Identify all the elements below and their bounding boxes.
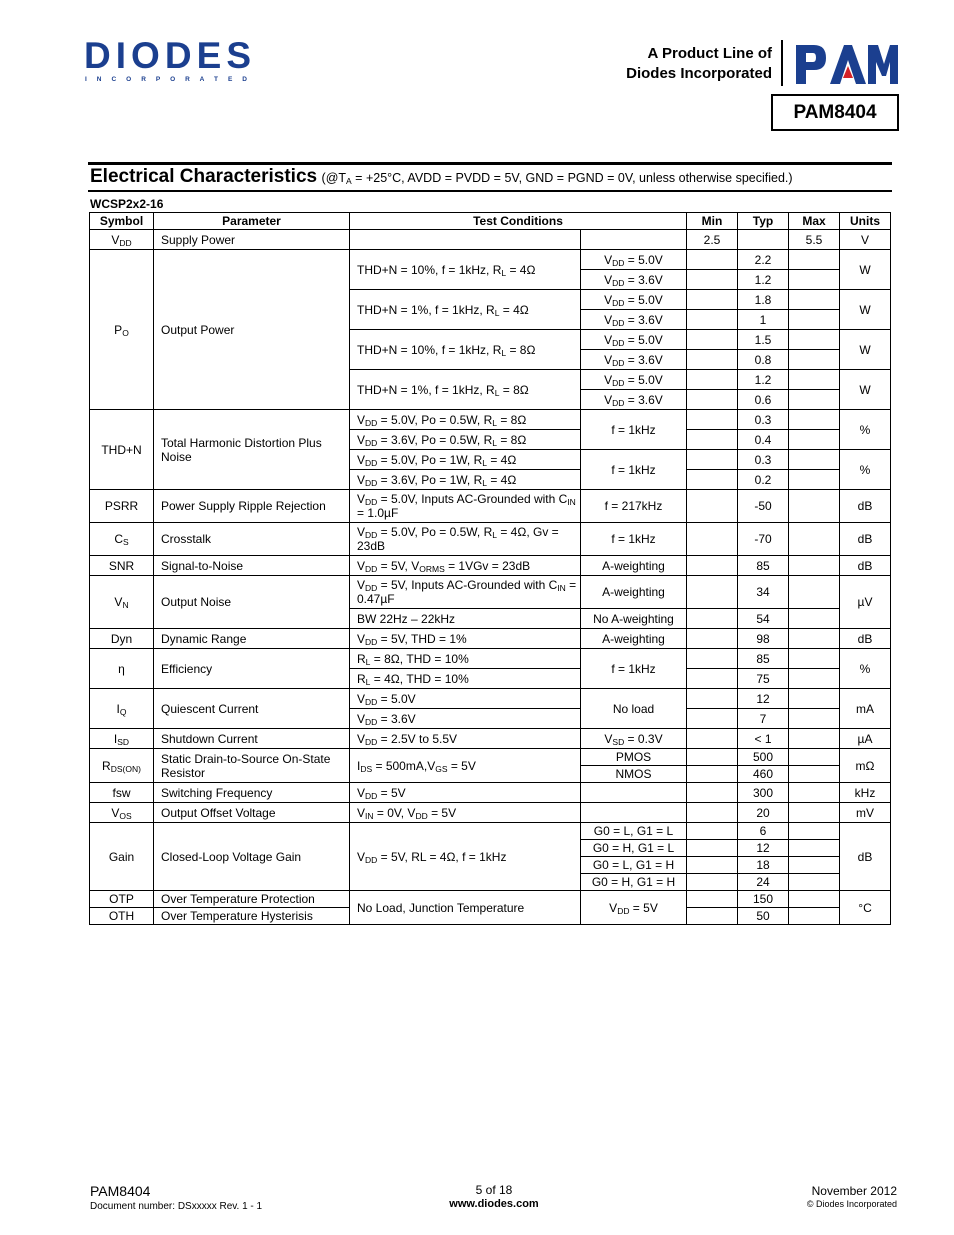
table-row xyxy=(90,250,891,270)
units-cell: °C xyxy=(840,891,891,925)
product-line-text xyxy=(626,44,772,84)
max-cell xyxy=(789,823,840,840)
typ-cell: 1 xyxy=(738,310,789,330)
parameter-cell: Signal-to-Noise xyxy=(154,556,350,576)
condition2-cell: $V_{DD} = 5.0V$ xyxy=(581,250,687,270)
condition2-cell: f = 1kHz xyxy=(581,450,687,490)
condition2-cell: $V_{DD} = 3.6V$ xyxy=(581,390,687,410)
condition2-cell xyxy=(581,783,687,803)
electrical-characteristics-table xyxy=(89,212,891,925)
condition-cell: THD+N = 1%, f = 1kHz, $R_L = 8\Omega$ xyxy=(350,370,581,410)
section-title xyxy=(90,166,793,188)
condition2-cell: A-weighting xyxy=(581,576,687,609)
parameter-cell: Quiescent Current xyxy=(154,689,350,729)
min-cell xyxy=(687,729,738,749)
min-cell xyxy=(687,803,738,823)
header-parameter: Parameter xyxy=(154,213,350,230)
min-cell: 2.5 xyxy=(687,230,738,250)
units-cell: mA xyxy=(840,689,891,729)
condition-cell: $V_{DD} = 3.6V$, Po = 0.5W, $R_L = 8\Omega$ xyxy=(350,430,581,450)
typ-cell: 0.8 xyxy=(738,350,789,370)
symbol-cell: Dyn xyxy=(90,629,154,649)
typ-cell: 7 xyxy=(738,709,789,729)
min-cell xyxy=(687,490,738,523)
table-row xyxy=(90,749,891,766)
section-rule-bottom xyxy=(88,190,892,192)
header-max: Max xyxy=(789,213,840,230)
min-cell xyxy=(687,629,738,649)
diodes-logo-subtext: I N C O R P O R A T E D xyxy=(85,76,248,83)
table-row xyxy=(90,523,891,556)
parameter-cell: Switching Frequency xyxy=(154,783,350,803)
part-number-box: PAM8404 xyxy=(771,94,899,131)
condition2-cell: A-weighting xyxy=(581,629,687,649)
header-divider xyxy=(781,40,783,86)
table-row xyxy=(90,689,891,709)
typ-cell: 20 xyxy=(738,803,789,823)
units-cell: dB xyxy=(840,629,891,649)
max-cell xyxy=(789,629,840,649)
max-cell xyxy=(789,250,840,270)
table-header-row xyxy=(90,213,891,230)
units-cell: W xyxy=(840,290,891,330)
parameter-cell: Output Power xyxy=(154,250,350,410)
condition-cell: $V_{DD} = 5V$, $V_{ORMS} = 1VGv = 23dB$ xyxy=(350,556,581,576)
parameter-cell: Supply Power xyxy=(154,230,350,250)
condition2-cell: f = 217kHz xyxy=(581,490,687,523)
footer-page-number: 5 of 18 xyxy=(475,1183,513,1197)
typ-cell: 0.4 xyxy=(738,430,789,450)
pam-logo xyxy=(794,42,900,86)
condition-cell: $V_{DD} = 5V$, Inputs AC-Grounded with $C_{IN} = 0.47\mu F$ xyxy=(350,576,581,609)
min-cell xyxy=(687,766,738,783)
condition2-cell: $V_{DD} = 3.6V$ xyxy=(581,270,687,290)
typ-cell: 24 xyxy=(738,874,789,891)
condition-cell: THD+N = 10%, f = 1kHz, $R_L = 4\Omega$ xyxy=(350,250,581,290)
units-cell: dB xyxy=(840,823,891,891)
parameter-cell: Over Temperature Hysterisis xyxy=(154,908,350,925)
symbol-cell: $I_{SD}$ xyxy=(90,729,154,749)
condition-cell: BW 22Hz – 22kHz xyxy=(350,609,581,629)
condition-cell: $V_{DD} = 5.0V$ xyxy=(350,689,581,709)
symbol-cell: SNR xyxy=(90,556,154,576)
units-cell: mΩ xyxy=(840,749,891,783)
min-cell xyxy=(687,330,738,350)
condition2-cell: G0 = H, G1 = H xyxy=(581,874,687,891)
max-cell xyxy=(789,783,840,803)
min-cell xyxy=(687,450,738,470)
symbol-cell: THD+N xyxy=(90,410,154,490)
symbol-cell: PSRR xyxy=(90,490,154,523)
max-cell: 5.5 xyxy=(789,230,840,250)
max-cell xyxy=(789,390,840,410)
condition2-cell: NMOS xyxy=(581,766,687,783)
condition2-cell: $V_{DD} = 5.0V$ xyxy=(581,330,687,350)
condition2-cell: No load xyxy=(581,689,687,729)
parameter-cell: Output Noise xyxy=(154,576,350,629)
min-cell xyxy=(687,576,738,609)
typ-cell: 460 xyxy=(738,766,789,783)
max-cell xyxy=(789,410,840,430)
condition2-cell: $V_{DD} = 5.0V$ xyxy=(581,370,687,390)
typ-cell: 75 xyxy=(738,669,789,689)
units-cell: mV xyxy=(840,803,891,823)
footer-date: November 2012 xyxy=(811,1184,897,1198)
min-cell xyxy=(687,410,738,430)
header-min: Min xyxy=(687,213,738,230)
parameter-cell: Shutdown Current xyxy=(154,729,350,749)
header-units: Units xyxy=(840,213,891,230)
section-rule-top xyxy=(88,162,892,165)
units-cell: W xyxy=(840,370,891,410)
max-cell xyxy=(789,523,840,556)
typ-cell: 85 xyxy=(738,556,789,576)
condition-cell: No Load, Junction Temperature xyxy=(350,891,581,925)
min-cell xyxy=(687,749,738,766)
symbol-cell: $I_Q$ xyxy=(90,689,154,729)
product-line-2: Diodes Incorporated xyxy=(626,65,772,82)
max-cell xyxy=(789,430,840,450)
min-cell xyxy=(687,250,738,270)
symbol-cell: $V_N$ xyxy=(90,576,154,629)
max-cell xyxy=(789,709,840,729)
max-cell xyxy=(789,490,840,523)
max-cell xyxy=(789,350,840,370)
condition-cell: $V_{IN} = 0V$, $V_{DD} = 5V$ xyxy=(350,803,581,823)
parameter-cell: Output Offset Voltage xyxy=(154,803,350,823)
max-cell xyxy=(789,649,840,669)
typ-cell xyxy=(738,230,789,250)
min-cell xyxy=(687,430,738,450)
typ-cell: 85 xyxy=(738,649,789,669)
units-cell: W xyxy=(840,330,891,370)
symbol-cell: OTH xyxy=(90,908,154,925)
condition-cell: THD+N = 10%, f = 1kHz, $R_L = 8\Omega$ xyxy=(350,330,581,370)
max-cell xyxy=(789,609,840,629)
condition2-cell: f = 1kHz xyxy=(581,410,687,450)
min-cell xyxy=(687,470,738,490)
units-cell: V xyxy=(840,230,891,250)
header-typ: Typ xyxy=(738,213,789,230)
table-row xyxy=(90,649,891,669)
min-cell xyxy=(687,709,738,729)
units-cell: dB xyxy=(840,556,891,576)
typ-cell: 0.6 xyxy=(738,390,789,410)
min-cell xyxy=(687,908,738,925)
condition-cell: $R_L = 8\Omega$, THD = 10% xyxy=(350,649,581,669)
min-cell xyxy=(687,857,738,874)
typ-cell: 98 xyxy=(738,629,789,649)
condition2-cell: No A-weighting xyxy=(581,609,687,629)
typ-cell: 34 xyxy=(738,576,789,609)
units-cell: kHz xyxy=(840,783,891,803)
units-cell: % xyxy=(840,410,891,450)
table-row xyxy=(90,729,891,749)
min-cell xyxy=(687,689,738,709)
symbol-cell: $V_{DD}$ xyxy=(90,230,154,250)
condition-cell: $V_{DD} = 5V$, THD = 1% xyxy=(350,629,581,649)
min-cell xyxy=(687,290,738,310)
parameter-cell: Over Temperature Protection xyxy=(154,891,350,908)
condition2-cell xyxy=(581,803,687,823)
min-cell xyxy=(687,350,738,370)
condition2-cell: G0 = L, G1 = H xyxy=(581,857,687,874)
max-cell xyxy=(789,803,840,823)
typ-cell: 500 xyxy=(738,749,789,766)
typ-cell: 18 xyxy=(738,857,789,874)
condition2-cell: PMOS xyxy=(581,749,687,766)
max-cell xyxy=(789,749,840,766)
typ-cell: 6 xyxy=(738,823,789,840)
min-cell xyxy=(687,310,738,330)
table-row xyxy=(90,576,891,609)
footer-url: www.diodes.com xyxy=(449,1198,539,1210)
parameter-cell: Crosstalk xyxy=(154,523,350,556)
max-cell xyxy=(789,874,840,891)
typ-cell: 150 xyxy=(738,891,789,908)
diodes-logo-wordmark: DIODES xyxy=(84,38,249,76)
table-row xyxy=(90,230,891,250)
table-row xyxy=(90,410,891,430)
min-cell xyxy=(687,783,738,803)
max-cell xyxy=(789,857,840,874)
units-cell: µA xyxy=(840,729,891,749)
min-cell xyxy=(687,840,738,857)
typ-cell: 0.3 xyxy=(738,450,789,470)
symbol-cell: $P_O$ xyxy=(90,250,154,410)
footer-part-number: PAM8404 xyxy=(90,1183,151,1199)
max-cell xyxy=(789,330,840,350)
condition-cell: THD+N = 1%, f = 1kHz, $R_L = 4\Omega$ xyxy=(350,290,581,330)
min-cell xyxy=(687,649,738,669)
condition2-cell: A-weighting xyxy=(581,556,687,576)
min-cell xyxy=(687,891,738,908)
parameter-cell: Static Drain-to-Source On-State Resistor xyxy=(154,749,350,783)
condition2-cell: $V_{DD} = 3.6V$ xyxy=(581,350,687,370)
min-cell xyxy=(687,874,738,891)
units-cell: % xyxy=(840,450,891,490)
typ-cell: 0.2 xyxy=(738,470,789,490)
condition2-cell: G0 = L, G1 = L xyxy=(581,823,687,840)
typ-cell: 300 xyxy=(738,783,789,803)
symbol-cell: η xyxy=(90,649,154,689)
min-cell xyxy=(687,370,738,390)
condition2-cell: f = 1kHz xyxy=(581,523,687,556)
condition-cell xyxy=(350,230,581,250)
typ-cell: -70 xyxy=(738,523,789,556)
condition-cell: $V_{DD} = 5V$ xyxy=(350,783,581,803)
units-cell: µV xyxy=(840,576,891,629)
units-cell: dB xyxy=(840,523,891,556)
diodes-logo xyxy=(84,38,259,84)
min-cell xyxy=(687,556,738,576)
max-cell xyxy=(789,470,840,490)
typ-cell: 2.2 xyxy=(738,250,789,270)
max-cell xyxy=(789,840,840,857)
condition-cell: $V_{DD} = 5.0V$, Po = 1W, $R_L = 4\Omega$ xyxy=(350,450,581,470)
symbol-cell: OTP xyxy=(90,891,154,908)
condition2-cell: $V_{DD} = 5V$ xyxy=(581,891,687,925)
symbol-cell: Gain xyxy=(90,823,154,891)
max-cell xyxy=(789,450,840,470)
footer-copyright: © Diodes Incorporated xyxy=(806,1199,897,1209)
units-cell: % xyxy=(840,649,891,689)
header-symbol: Symbol xyxy=(90,213,154,230)
parameter-cell: Total Harmonic Distortion Plus Noise xyxy=(154,410,350,490)
max-cell xyxy=(789,270,840,290)
typ-cell: 0.3 xyxy=(738,410,789,430)
parameter-cell: Power Supply Ripple Rejection xyxy=(154,490,350,523)
table-row xyxy=(90,823,891,840)
max-cell xyxy=(789,310,840,330)
table-row xyxy=(90,490,891,523)
parameter-cell: Efficiency xyxy=(154,649,350,689)
typ-cell: 1.2 xyxy=(738,270,789,290)
product-line-1: A Product Line of xyxy=(647,45,772,62)
typ-cell: 50 xyxy=(738,908,789,925)
typ-cell: < 1 xyxy=(738,729,789,749)
condition2-cell: $V_{SD} = 0.3V$ xyxy=(581,729,687,749)
condition2-cell: $V_{DD} = 5.0V$ xyxy=(581,290,687,310)
typ-cell: -50 xyxy=(738,490,789,523)
typ-cell: 12 xyxy=(738,689,789,709)
condition-cell: $R_L = 4\Omega$, THD = 10% xyxy=(350,669,581,689)
units-cell: W xyxy=(840,250,891,290)
min-cell xyxy=(687,270,738,290)
condition2-cell xyxy=(581,230,687,250)
typ-cell: 54 xyxy=(738,609,789,629)
symbol-cell: $V_{OS}$ xyxy=(90,803,154,823)
min-cell xyxy=(687,523,738,556)
units-cell: dB xyxy=(840,490,891,523)
parameter-cell: Closed-Loop Voltage Gain xyxy=(154,823,350,891)
typ-cell: 1.5 xyxy=(738,330,789,350)
min-cell xyxy=(687,823,738,840)
symbol-cell: fsw xyxy=(90,783,154,803)
package-label: WCSP2x2-16 xyxy=(90,197,164,211)
table-row xyxy=(90,803,891,823)
max-cell xyxy=(789,689,840,709)
symbol-cell: $C_S$ xyxy=(90,523,154,556)
condition2-cell: f = 1kHz xyxy=(581,649,687,689)
typ-cell: 1.8 xyxy=(738,290,789,310)
condition-cell: $V_{DD} = 5V$, RL = 4Ω, f = 1kHz xyxy=(350,823,581,891)
max-cell xyxy=(789,729,840,749)
typ-cell: 1.2 xyxy=(738,370,789,390)
min-cell xyxy=(687,390,738,410)
min-cell xyxy=(687,609,738,629)
max-cell xyxy=(789,576,840,609)
header-test-conditions: Test Conditions xyxy=(350,213,687,230)
min-cell xyxy=(687,669,738,689)
table-row xyxy=(90,891,891,908)
condition-cell: $V_{DD} = 3.6V$, Po = 1W, $R_L = 4\Omega$ xyxy=(350,470,581,490)
table-row xyxy=(90,783,891,803)
condition2-cell: G0 = H, G1 = L xyxy=(581,840,687,857)
parameter-cell: Dynamic Range xyxy=(154,629,350,649)
section-conditions: ($@T_A = +25^\circ C$, AVDD = PVDD = 5V, GND = PGND = 0V, unless otherwise specified.) xyxy=(321,171,793,186)
typ-cell: 12 xyxy=(738,840,789,857)
max-cell xyxy=(789,908,840,925)
condition-cell: $V_{DD} = 5.0V$, Po = 0.5W, $R_L = 8\Omega$ xyxy=(350,410,581,430)
max-cell xyxy=(789,669,840,689)
condition-cell: $V_{DD} = 5.0V$, Po = 0.5W, $R_L = 4\Omega$, Gv = 23dB xyxy=(350,523,581,556)
max-cell xyxy=(789,556,840,576)
symbol-cell: $R_{DS(ON)}$ xyxy=(90,749,154,783)
max-cell xyxy=(789,370,840,390)
max-cell xyxy=(789,766,840,783)
condition-cell: $V_{DD} = 3.6V$ xyxy=(350,709,581,729)
max-cell xyxy=(789,290,840,310)
footer-document-number: Document number: DSxxxxx Rev. 1 - 1 xyxy=(90,1201,263,1212)
condition-cell: $V_{DD} = 5.0V$, Inputs AC-Grounded with $C_{IN} = 1.0\mu F$ xyxy=(350,490,581,523)
section-title-text: Electrical Characteristics xyxy=(90,166,318,187)
condition2-cell: $V_{DD} = 3.6V$ xyxy=(581,310,687,330)
table-row xyxy=(90,629,891,649)
max-cell xyxy=(789,891,840,908)
condition-cell: $V_{DD} = 2.5V$ to 5.5V xyxy=(350,729,581,749)
table-row xyxy=(90,556,891,576)
condition-cell: $I_{DS} = 500mA,V_{GS} = 5V$ xyxy=(350,749,581,783)
